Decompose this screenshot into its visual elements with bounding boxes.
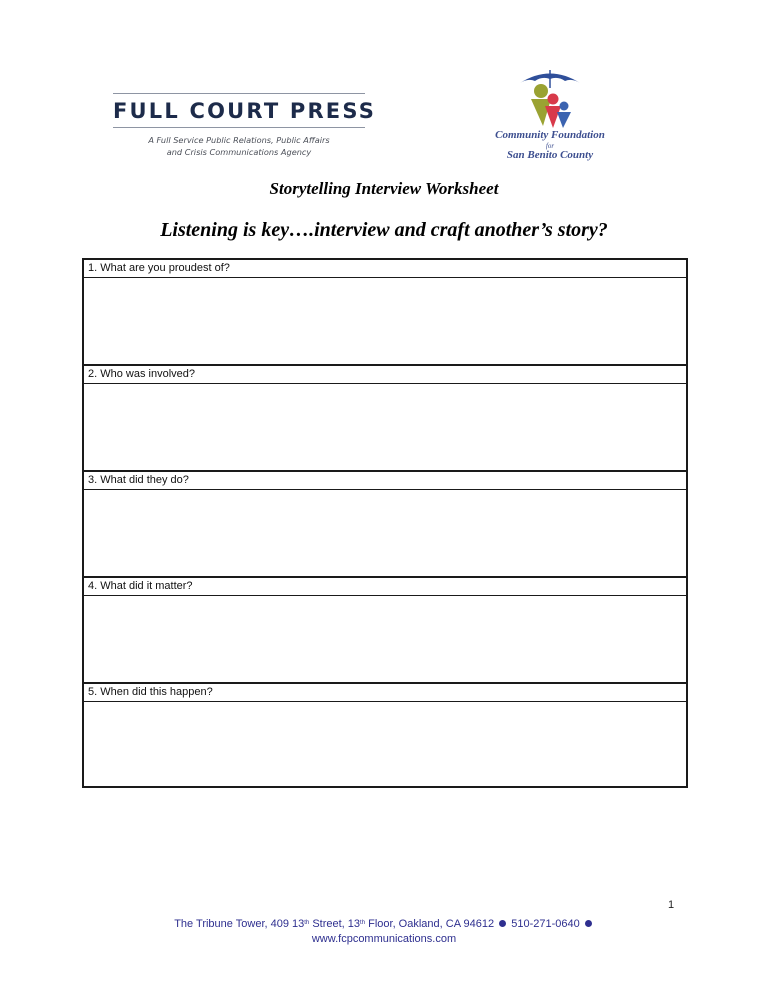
ordinal-suffix: th	[360, 920, 366, 926]
answer-field[interactable]	[84, 490, 686, 578]
answer-field[interactable]	[84, 278, 686, 366]
question-label: 5. When did this happen?	[84, 684, 686, 702]
full-court-press-logo	[113, 93, 377, 158]
logo-bottom-rule	[113, 127, 365, 128]
logo-tagline-1: A Full Service Public Relations, Public Affairs	[148, 135, 330, 145]
logo-name: FULL COURT PRESS	[113, 99, 377, 123]
answer-field[interactable]	[84, 596, 686, 684]
address-part: The Tribune Tower, 409 13	[174, 918, 305, 930]
bullet-dot-icon	[499, 920, 506, 927]
footer	[0, 917, 768, 947]
community-foundation-logo	[490, 66, 610, 166]
question-label: 1. What are you proudest of?	[84, 260, 686, 278]
logo-top-rule	[113, 93, 365, 94]
page-number: 1	[668, 899, 675, 911]
foundation-county: San Benito County	[506, 149, 594, 161]
answer-field[interactable]	[84, 384, 686, 472]
foundation-for: for	[545, 142, 555, 150]
address-part: Street, 13	[309, 918, 361, 930]
footer-address-line	[0, 917, 768, 932]
question-block	[84, 684, 686, 786]
page-title: Storytelling Interview Worksheet	[269, 179, 499, 198]
worksheet-table	[82, 258, 688, 788]
website-link[interactable]: www.fcpcommunications.com	[311, 933, 457, 945]
foundation-name: Community Foundation	[495, 129, 605, 141]
question-block	[84, 578, 686, 684]
question-block	[84, 472, 686, 578]
bullet-dot-icon	[585, 920, 592, 927]
question-label: 3. What did they do?	[84, 472, 686, 490]
question-block	[84, 366, 686, 472]
address-part: Floor, Oakland, CA 94612	[365, 918, 495, 930]
question-block	[84, 260, 686, 366]
family-umbrella-icon	[490, 66, 610, 130]
question-label: 4. What did it matter?	[84, 578, 686, 596]
phone-number: 510-271-0640	[511, 918, 580, 930]
logo-tagline-2: and Crisis Communications Agency	[166, 147, 312, 157]
answer-field[interactable]	[84, 702, 686, 786]
page-subtitle: Listening is key….interview and craft another’s story?	[160, 219, 608, 241]
question-label: 2. Who was involved?	[84, 366, 686, 384]
ordinal-suffix: th	[304, 920, 310, 926]
